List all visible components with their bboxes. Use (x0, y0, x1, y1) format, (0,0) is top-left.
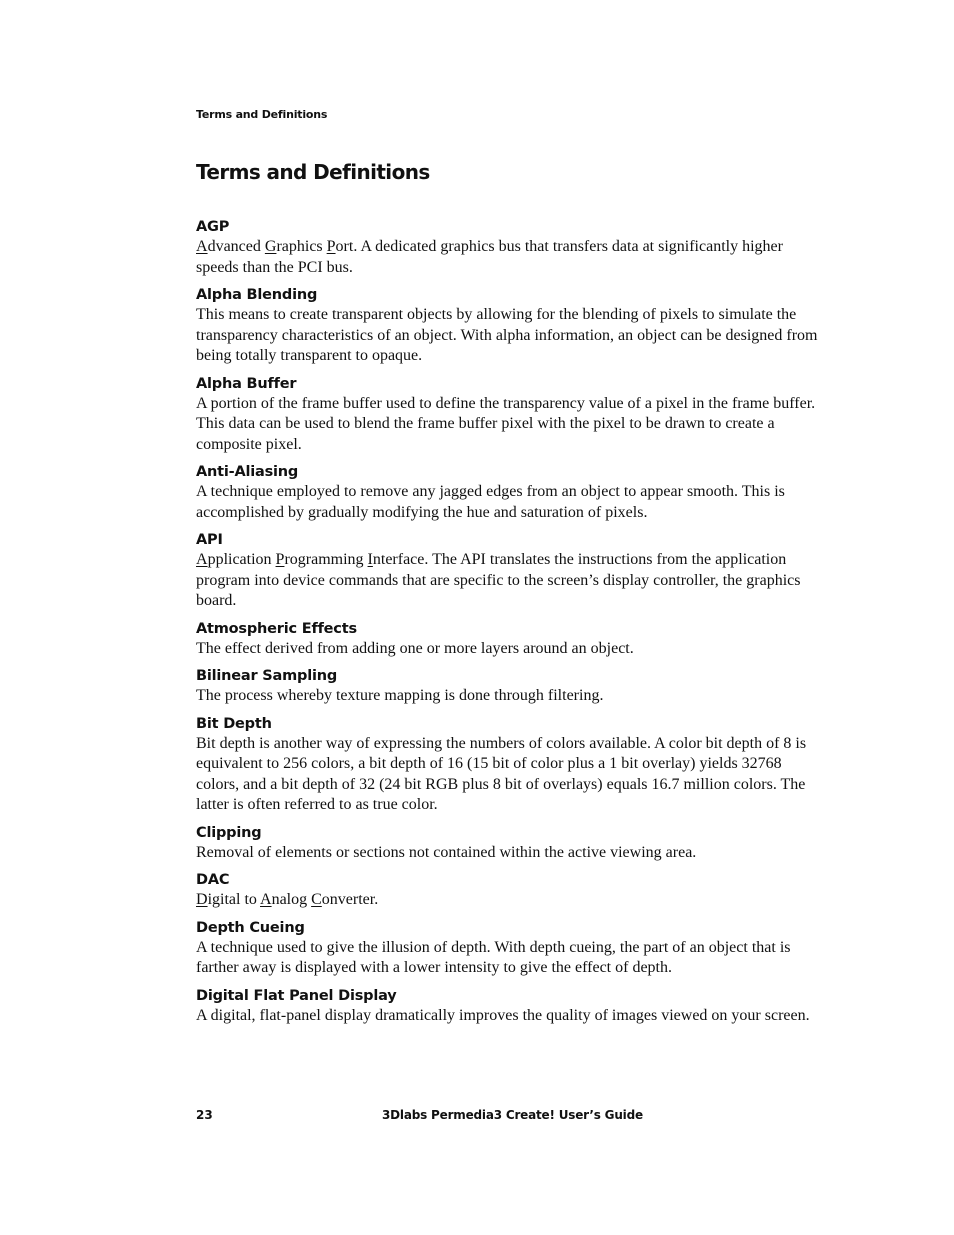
definition-fragment: G (264, 238, 277, 255)
definition-fragment: D (196, 891, 208, 908)
term-name: AGP (196, 219, 230, 235)
definition-fragment: C (311, 891, 322, 908)
term-name: Alpha Blending (196, 287, 318, 303)
definition-fragment: nalog (271, 891, 312, 908)
term-definition (196, 550, 818, 612)
term-definition (196, 237, 818, 278)
term-entry (196, 870, 818, 911)
term-entry (196, 374, 818, 456)
term-entry (196, 823, 818, 864)
term-definition: A digital, flat-panel display dramatically improves the quality of images viewed on your screen. (196, 1006, 810, 1024)
terms-list (196, 217, 818, 1033)
definition-fragment: nterface. The API translates the instructions from the application program into device commands that are specific to the screen’s display controller, the graphics board. (196, 551, 801, 609)
term-name: Anti-Aliasing (196, 464, 299, 480)
term-definition: A portion of the frame buffer used to define the transparency value of a pixel in the frame buffer. This data can be used to blend the frame buffer pixel with the pixel to be drawn to create a composite pixel. (196, 394, 816, 453)
term-definition: Removal of elements or sections not contained within the active viewing area. (196, 843, 697, 861)
term-name: Digital Flat Panel Display (196, 987, 397, 1004)
definition-fragment: raphics (276, 238, 327, 255)
definition-fragment: A (260, 891, 272, 908)
term-name: Clipping (196, 824, 262, 841)
term-definition: A technique employed to remove any jagged edges from an object to appear smooth. This is accomplished by gradually modifying the hue and saturation of pixels. (196, 483, 785, 521)
definition-fragment: pplication (207, 551, 276, 568)
book-title: 3Dlabs Permedia3 Create! User’s Guide (382, 1108, 643, 1122)
term-definition: The process whereby texture mapping is done through filtering. (196, 687, 604, 704)
definition-fragment: igital to (207, 891, 261, 908)
term-entry (196, 462, 818, 523)
term-entry (196, 986, 818, 1027)
definition-fragment: A (196, 238, 208, 255)
page-number: 23 (196, 1108, 213, 1122)
term-name: Bilinear Sampling (196, 668, 338, 684)
definition-fragment: I (367, 551, 373, 568)
definition-fragment: P (326, 238, 336, 255)
term-definition (196, 890, 818, 911)
term-entry (196, 918, 818, 979)
term-entry (196, 666, 818, 707)
page-title: Terms and Definitions (196, 160, 430, 184)
term-entry (196, 217, 818, 278)
term-name: DAC (196, 872, 230, 888)
running-header: Terms and Definitions (196, 108, 328, 121)
term-definition: This means to create transparent objects by allowing for the blending of pixels to simulate the transparency characteristics of an object. With alpha information, an object can be designed from being totally transparent to opaque. (196, 306, 818, 364)
definition-fragment: A (196, 551, 208, 568)
term-name: Bit Depth (196, 715, 272, 732)
term-entry (196, 285, 818, 367)
term-name: Depth Cueing (196, 919, 305, 936)
term-name: API (196, 532, 223, 548)
definition-fragment: rogramming (284, 551, 368, 568)
definition-fragment: onverter. (321, 891, 379, 908)
definition-fragment: dvanced (207, 238, 265, 255)
term-definition: Bit depth is another way of expressing the numbers of colors available. A color bit depth of 8 is equivalent to 256 colors, a bit depth of 16 (15 bit of color plus a 1 bit overlay) yields 32768 colors, and a bit depth of 32 (24 bit RGB plus 8 bit of overlays) equals 16.7 million colors. The latter is often referred to as true color. (196, 734, 807, 813)
term-name: Alpha Buffer (196, 375, 297, 392)
term-entry (196, 619, 818, 660)
term-definition: A technique used to give the illusion of depth. With depth cueing, the part of an object that is farther away is displayed with a lower intensity to give the effect of depth. (196, 938, 791, 976)
term-definition: The effect derived from adding one or more layers around an object. (196, 639, 634, 657)
term-name: Atmospheric Effects (196, 620, 357, 637)
definition-fragment: ort. A dedicated graphics bus that transfers data at significantly higher speeds than the PCI bus. (196, 238, 783, 276)
term-entry (196, 714, 818, 816)
definition-fragment: P (275, 551, 285, 568)
term-entry (196, 530, 818, 612)
